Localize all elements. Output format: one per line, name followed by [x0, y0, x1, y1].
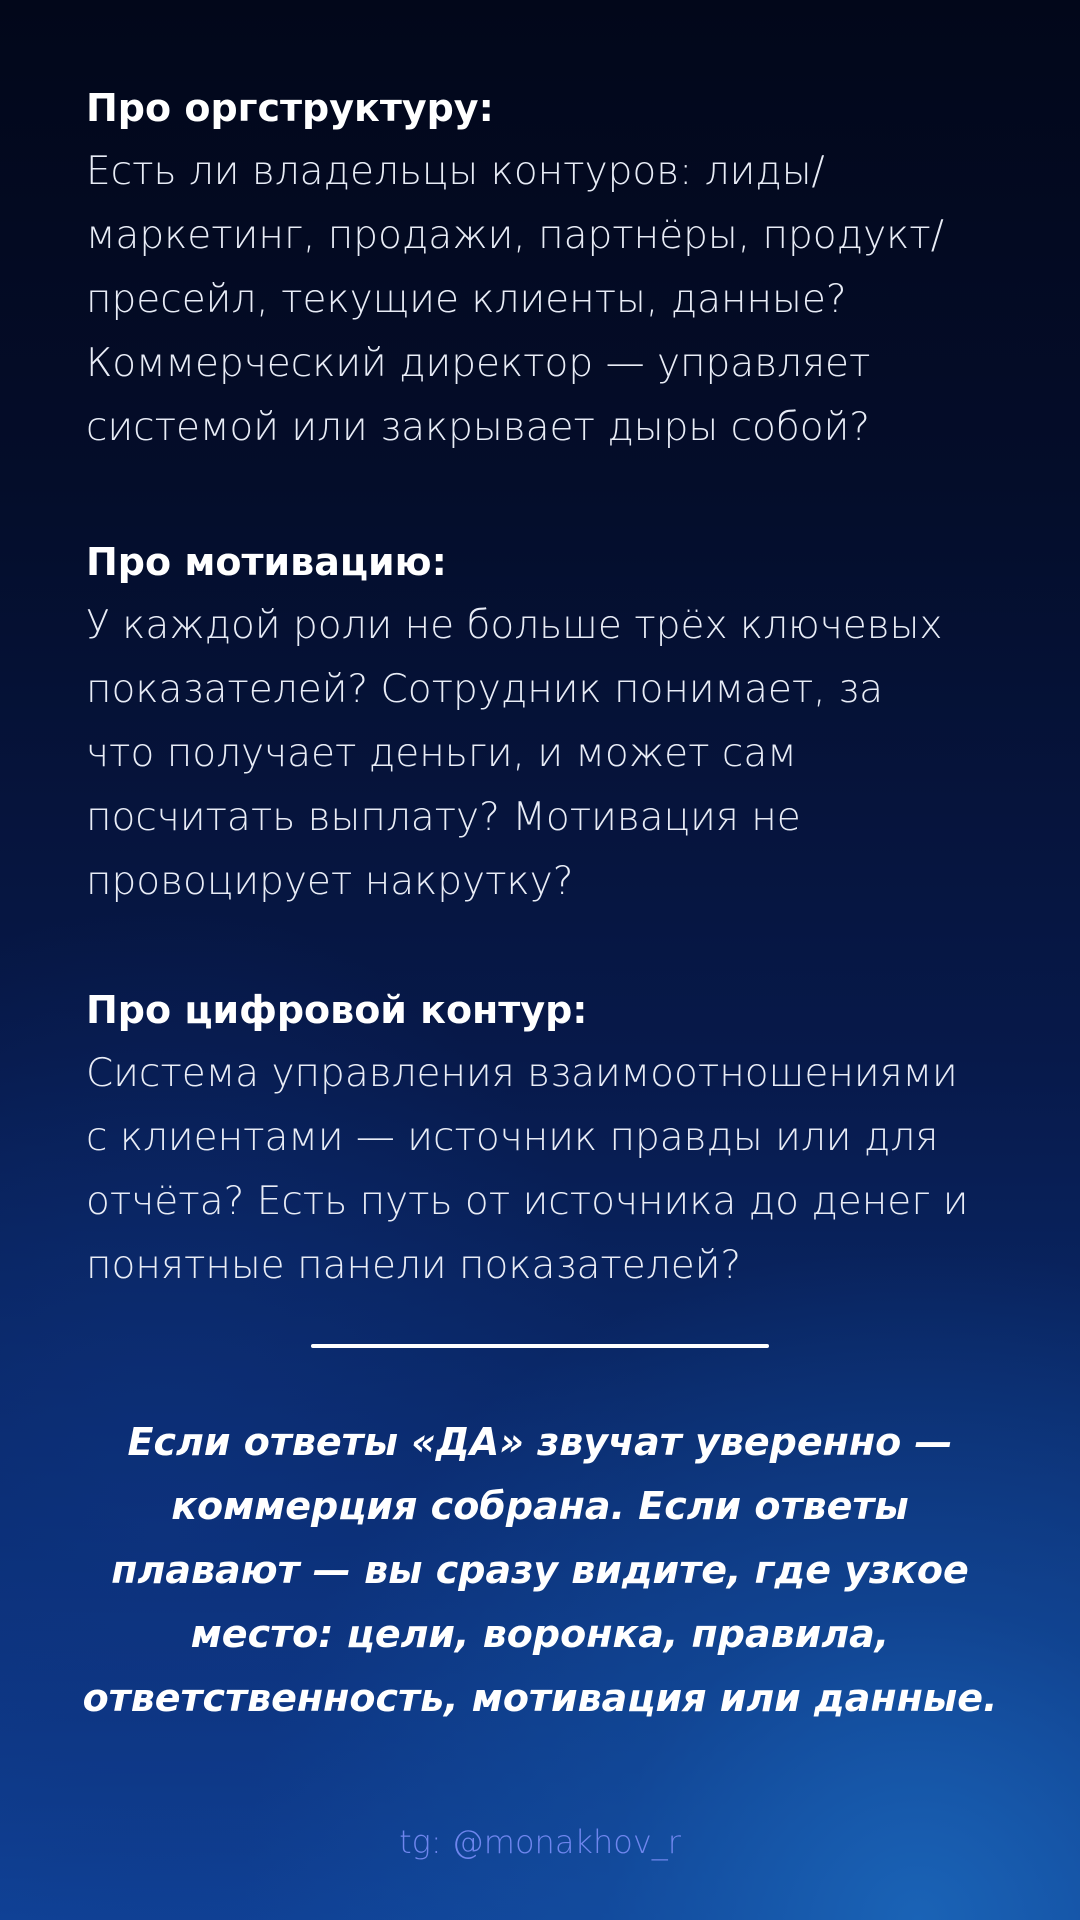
section-title: Про оргструктуру: — [86, 86, 494, 130]
section-body: Есть ли владельцы контуров: лиды/ маркетинг, продажи, партнёры, продукт/ пресейл, текущие клиенты, данные? Коммерческий директор — управляет системой или закрывает дыры собой? — [86, 149, 944, 450]
divider — [311, 1344, 769, 1348]
telegram-handle[interactable]: tg: @monakhov_r — [399, 1823, 681, 1861]
section-title: Про мотивацию: — [86, 540, 447, 584]
section-digital-contour — [86, 978, 969, 1298]
section-body: Система управления взаимоотношениями с клиентами — источник правды или для отчёта? Есть путь от источника до денег и понятные панели показателей? — [86, 1051, 969, 1288]
section-title: Про цифровой контур: — [86, 988, 588, 1032]
section-motivation — [86, 530, 943, 914]
conclusion-text: Если ответы «ДА» звучат уверенно — коммерция собрана. Если ответы плавают — вы сразу видите, где узкое место: цели, воронка, правила, ответственность, мотивация или данные. — [82, 1420, 998, 1720]
section-body: У каждой роли не больше трёх ключевых показателей? Сотрудник понимает, за что получает деньги, и может сам посчитать выплату? Мотивация не провоцирует накрутку? — [86, 603, 943, 904]
section-org-structure — [86, 76, 944, 460]
